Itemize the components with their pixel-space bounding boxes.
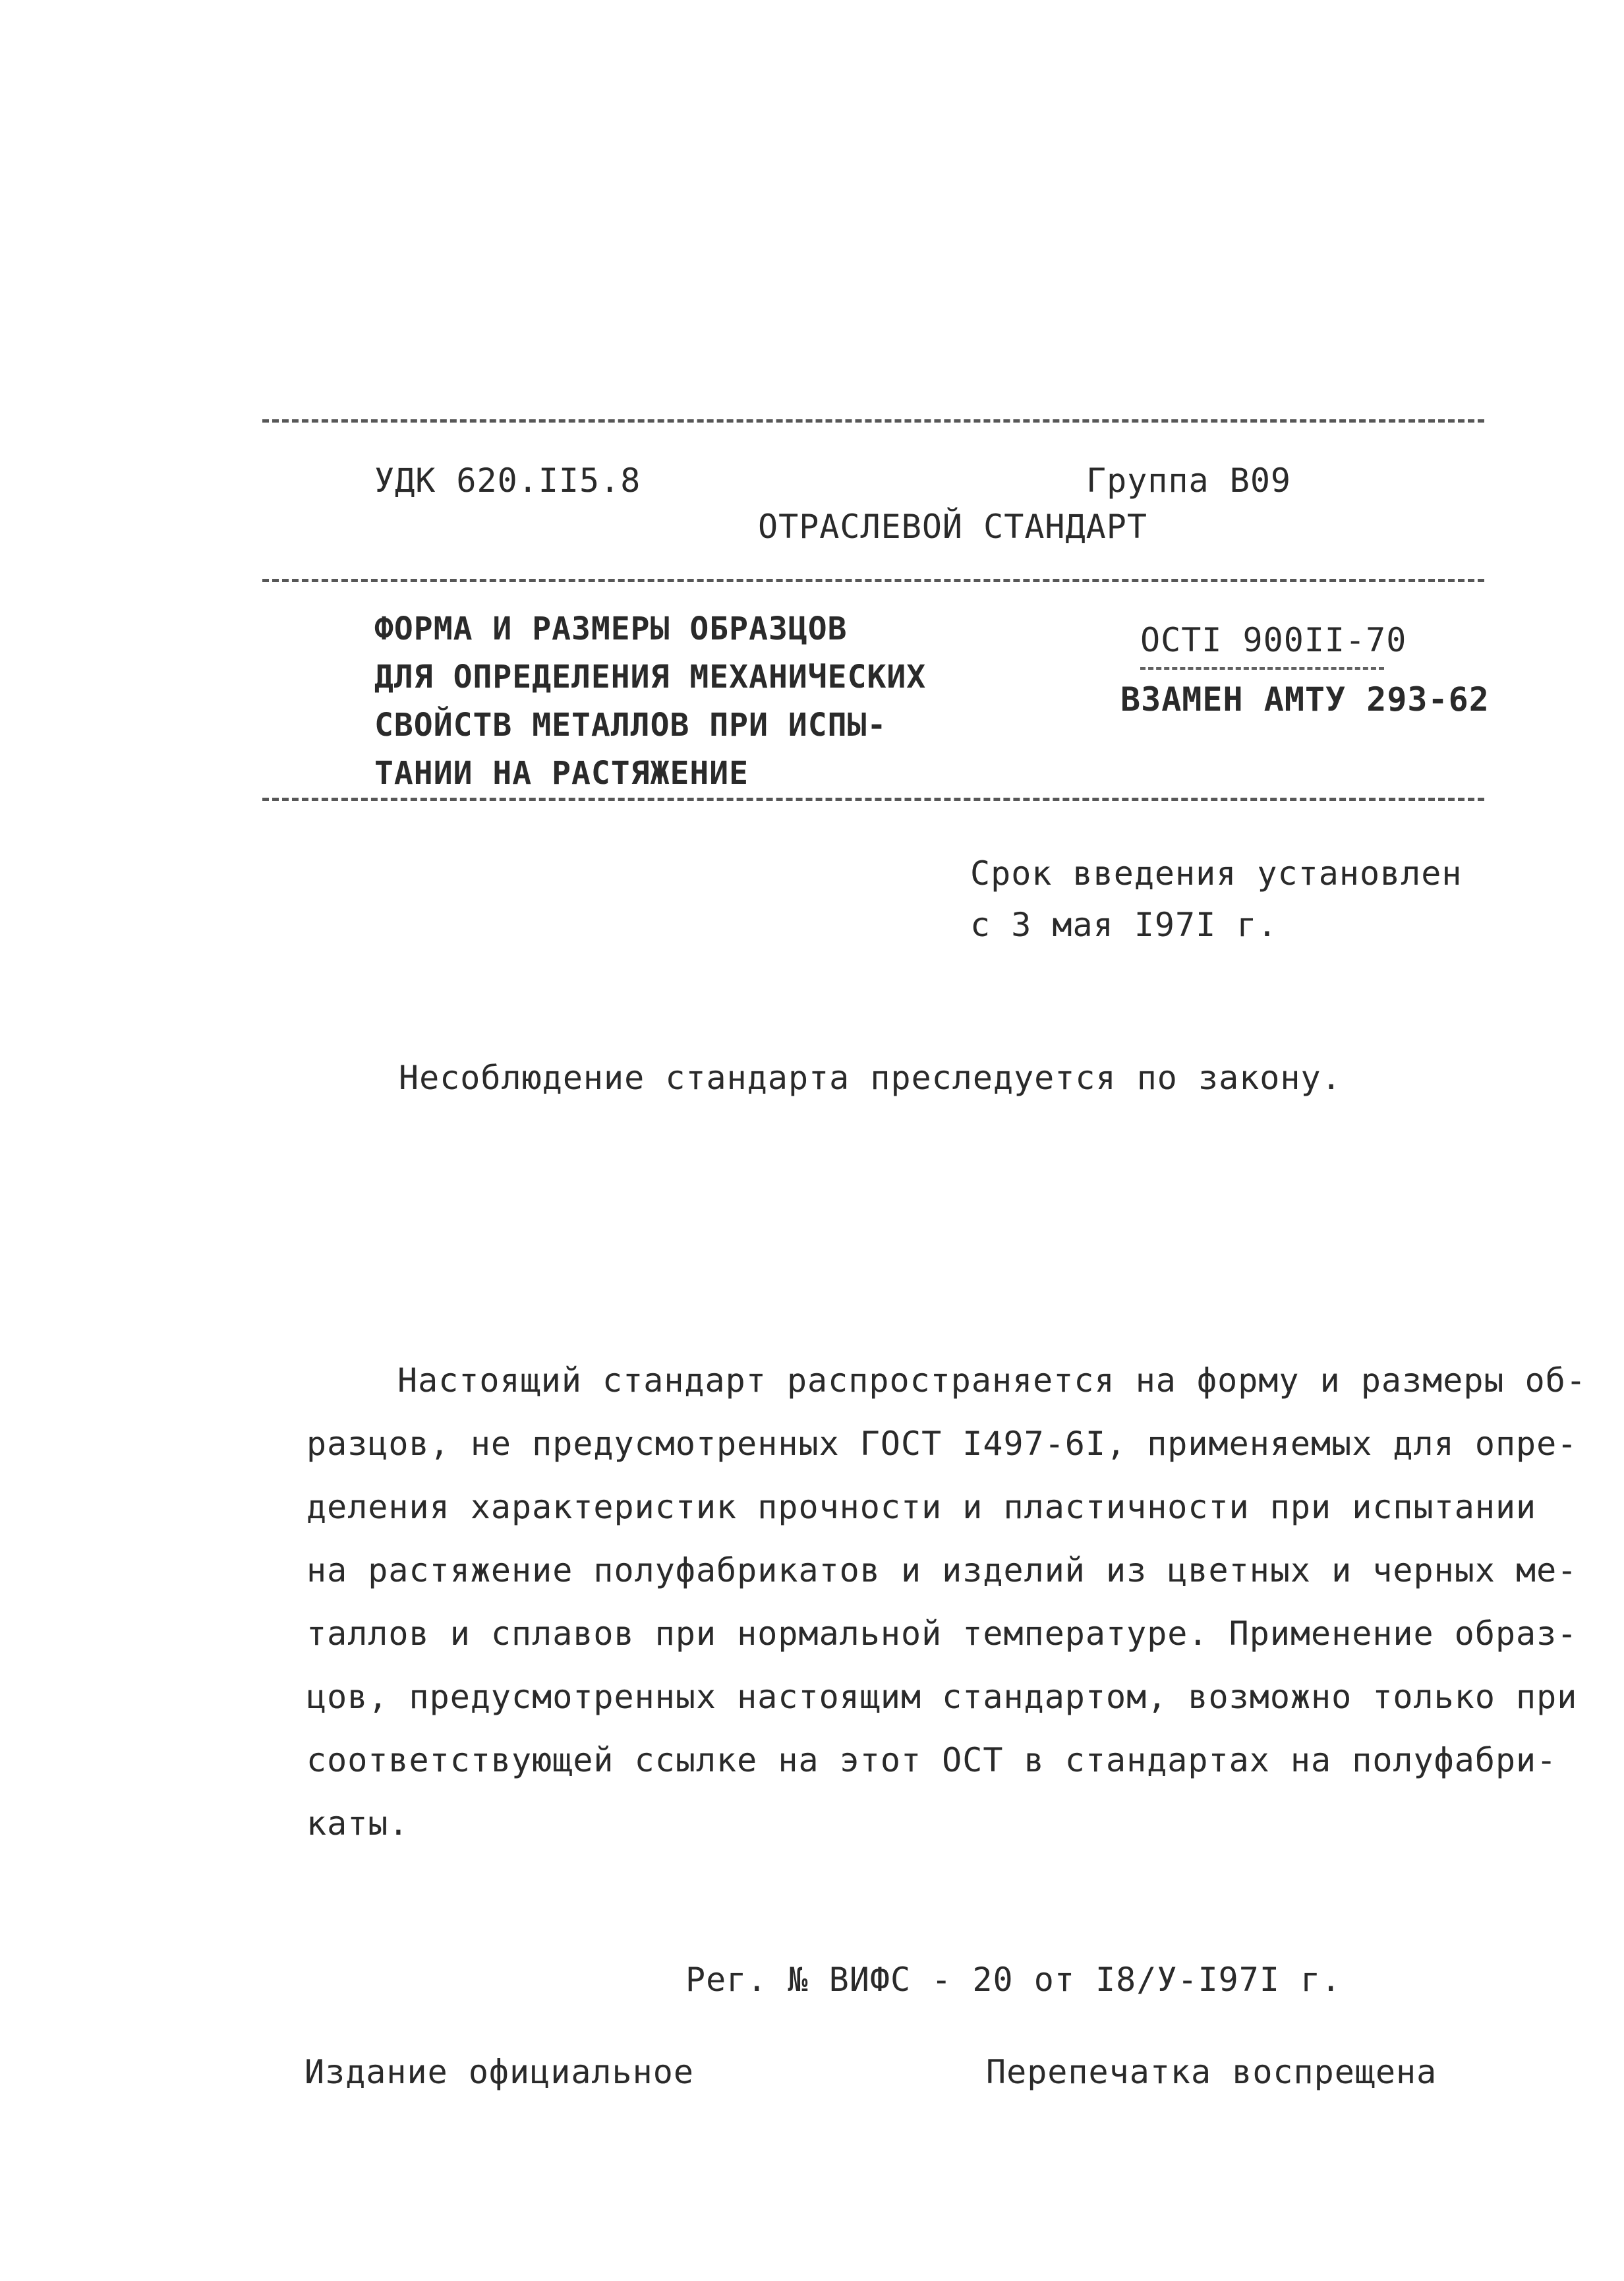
body-line: таллов и сплавов при нормальной температуре. Применение образ-: [306, 1614, 1578, 1653]
standard-title: [374, 605, 926, 798]
effective-date-line-1: Срок введения установлен: [970, 854, 1463, 893]
footer-reprint-prohibited: Перепечатка воспрещена: [986, 2053, 1437, 2091]
code-underline: [1140, 667, 1384, 670]
group-code: Группа В09: [1086, 461, 1292, 500]
title-line: ТАНИИ НА РАСТЯЖЕНИЕ: [374, 755, 749, 792]
registration-number: Рег. № ВИФС - 20 от I8/У-I97I г.: [685, 1961, 1342, 1999]
body-line: каты.: [306, 1804, 409, 1843]
title-line: ДЛЯ ОПРЕДЕЛЕНИЯ МЕХАНИЧЕСКИХ: [374, 659, 927, 696]
title-rule: [262, 798, 1484, 801]
standard-code: ОСТI 900II-70: [1140, 621, 1407, 659]
body-line: цов, предусмотренных настоящим стандартом, возможно только при: [306, 1678, 1578, 1716]
body-line: Настоящий стандарт распространяется на форму и размеры об-: [397, 1361, 1586, 1400]
body-paragraph: [306, 1349, 1586, 1855]
legal-warning: Несоблюдение стандарта преследуется по закону.: [399, 1059, 1342, 1097]
top-rule: [262, 419, 1484, 423]
title-line: СВОЙСТВ МЕТАЛЛОВ ПРИ ИСПЫ-: [374, 707, 887, 744]
effective-date-line-2: с 3 мая I97I г.: [970, 906, 1278, 944]
body-line: на растяжение полуфабрикатов и изделий из цветных и черных ме-: [306, 1551, 1578, 1589]
udk-code: УДК 620.II5.8: [374, 461, 641, 500]
title-line: ФОРМА И РАЗМЕРЫ ОБРАЗЦОВ: [374, 610, 848, 647]
header-rule: [262, 579, 1484, 582]
replaces-code: ВЗАМЕН АМТУ 293-62: [1120, 680, 1490, 719]
footer-official-edition: Издание официальное: [304, 2053, 694, 2091]
body-line: деления характеристик прочности и пластичности при испытании: [306, 1488, 1537, 1526]
body-line: разцов, не предусмотренных ГОСТ I497-6I, применяемых для опре-: [306, 1425, 1578, 1463]
body-line: соответствующей ссылке на этот ОСТ в стандартах на полуфабри-: [306, 1741, 1557, 1779]
standard-type: ОТРАСЛЕВОЙ СТАНДАРТ: [758, 508, 1147, 546]
